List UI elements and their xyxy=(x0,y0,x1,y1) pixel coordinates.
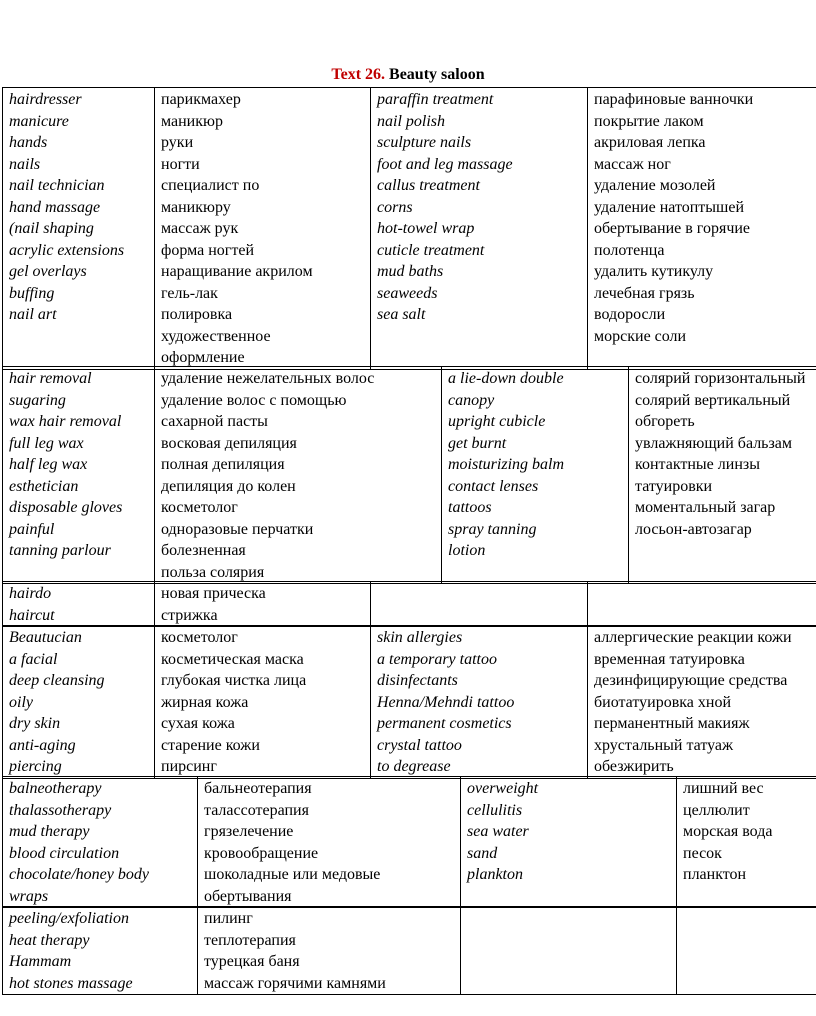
term-line: сахарной пасты xyxy=(161,413,268,430)
english-terms xyxy=(3,907,198,995)
term-line: косметолог xyxy=(161,629,238,646)
term-line: a facial xyxy=(9,650,58,668)
term-line: sand xyxy=(467,844,498,862)
term-line: массаж ног xyxy=(594,155,671,173)
english-terms xyxy=(442,367,629,584)
term-line: upright cubicle xyxy=(448,413,546,430)
term-line: anti-aging xyxy=(9,736,76,754)
term-line: nail art xyxy=(9,306,57,323)
term-line: биотатуировка хной xyxy=(594,693,732,711)
term-line: турецкая баня xyxy=(204,953,300,970)
term-line: массаж горячими камнями xyxy=(204,974,386,992)
russian-terms xyxy=(155,626,371,779)
russian-terms xyxy=(677,907,816,995)
term-line: canopy xyxy=(448,391,495,409)
term-line: перманентный макияж xyxy=(594,715,750,732)
term-line: целлюлит xyxy=(683,801,750,819)
term-line: удаление нежелательных волос xyxy=(161,370,375,387)
term-line: бальнеотерапия xyxy=(204,780,312,797)
term-line: permanent cosmetics xyxy=(377,715,512,732)
term-line: full leg wax xyxy=(9,434,84,452)
term-line: blood circulation xyxy=(9,844,120,862)
term-line: wraps xyxy=(9,887,49,905)
term-line: лишний вес xyxy=(683,780,764,797)
term-line: полотенца xyxy=(594,241,665,259)
term-line: disinfectants xyxy=(377,672,458,689)
term-line: seaweeds xyxy=(377,284,438,302)
term-line: морские соли xyxy=(594,327,687,345)
term-line: mud baths xyxy=(377,263,444,280)
russian-terms xyxy=(588,626,816,779)
term-line: пирсинг xyxy=(161,758,217,775)
term-line: cellulitis xyxy=(467,801,523,819)
russian-terms xyxy=(198,777,461,908)
term-line: художественное xyxy=(161,327,271,345)
term-line: heat therapy xyxy=(9,931,90,949)
term-line: get burnt xyxy=(448,434,507,452)
vocab-block-therapy xyxy=(2,776,816,908)
english-terms xyxy=(371,582,588,627)
term-line: nails xyxy=(9,155,41,173)
term-line: piercing xyxy=(9,758,62,775)
term-line: Henna/Mehndi tattoo xyxy=(377,693,515,711)
term-line: paraffin treatment xyxy=(377,91,494,108)
term-line: sugaring xyxy=(9,391,66,409)
term-line: balneotherapy xyxy=(9,780,102,797)
term-line: cuticle treatment xyxy=(377,241,485,259)
term-line: старение кожи xyxy=(161,736,260,754)
russian-terms xyxy=(155,367,442,584)
term-line: полная депиляция xyxy=(161,456,285,473)
table-row xyxy=(3,88,816,370)
term-line: обезжирить xyxy=(594,758,674,775)
term-line: оформление xyxy=(161,349,245,366)
term-line: польза солярия xyxy=(161,563,265,581)
term-line: a lie-down double xyxy=(448,370,564,387)
term-line: corns xyxy=(377,198,413,216)
term-line: disposable gloves xyxy=(9,499,123,516)
term-line: haircut xyxy=(9,606,55,624)
term-line: наращивание акрилом xyxy=(161,263,313,280)
term-line: callus treatment xyxy=(377,177,480,194)
term-line: gel overlays xyxy=(9,263,87,280)
term-line: дезинфицирующие средства xyxy=(594,672,788,689)
term-line: парафиновые ванночки xyxy=(594,91,754,108)
term-line: специалист по xyxy=(161,177,260,194)
term-line: hand massage xyxy=(9,198,101,216)
term-line: сухая кожа xyxy=(161,715,235,732)
english-terms xyxy=(371,626,588,779)
term-line: hot-towel wrap xyxy=(377,220,475,237)
term-line: oily xyxy=(9,693,33,711)
term-line: теплотерапия xyxy=(204,931,296,949)
term-line: a temporary tattoo xyxy=(377,650,497,668)
russian-terms xyxy=(629,367,816,584)
russian-terms xyxy=(588,582,816,627)
russian-terms xyxy=(155,88,371,370)
term-line: депиляция до колен xyxy=(161,477,296,495)
term-line: полировка xyxy=(161,306,233,323)
term-line: удаление мозолей xyxy=(594,177,716,194)
term-line: косметолог xyxy=(161,499,238,516)
term-line: moisturizing balm xyxy=(448,456,565,473)
english-terms xyxy=(3,367,155,584)
term-line: пилинг xyxy=(204,910,253,927)
term-line: шоколадные или медовые xyxy=(204,866,381,883)
table-row xyxy=(3,367,816,584)
term-line: парикмахер xyxy=(161,91,241,108)
english-terms xyxy=(3,88,155,370)
term-line: chocolate/honey body xyxy=(9,866,149,883)
term-line: аллергические реакции кожи xyxy=(594,629,792,646)
term-line: морская вода xyxy=(683,823,773,840)
english-terms xyxy=(3,582,155,627)
term-line: татуировки xyxy=(635,477,713,495)
term-line: жирная кожа xyxy=(161,693,249,711)
term-line: deep cleansing xyxy=(9,672,105,689)
term-line: косметическая маска xyxy=(161,650,304,668)
term-line: массаж рук xyxy=(161,220,239,237)
term-line: планктон xyxy=(683,866,747,883)
term-line: маникюру xyxy=(161,198,231,216)
term-line: контактные линзы xyxy=(635,456,760,473)
term-line: кровообращение xyxy=(204,844,319,862)
term-line: стрижка xyxy=(161,606,218,624)
russian-terms xyxy=(588,88,816,370)
title-number: Text 26. xyxy=(331,66,386,83)
term-line: солярий горизонтальный xyxy=(635,370,806,387)
term-line: plankton xyxy=(467,866,523,883)
term-line: hot stones massage xyxy=(9,974,133,992)
term-line: spray tanning xyxy=(448,520,537,538)
term-line: хрустальный татуаж xyxy=(594,736,734,754)
term-line: форма ногтей xyxy=(161,241,255,259)
term-line: удаление волос с помощью xyxy=(161,391,347,409)
term-line: водоросли xyxy=(594,306,666,323)
table-row xyxy=(3,907,816,995)
page-title xyxy=(0,66,816,84)
term-line: увлажняющий бальзам xyxy=(635,434,793,452)
term-line: sea water xyxy=(467,823,529,840)
term-line: crystal tattoo xyxy=(377,736,462,754)
table-row xyxy=(3,626,816,779)
term-line: peeling/exfoliation xyxy=(9,910,129,927)
term-line: painful xyxy=(9,520,55,538)
english-terms xyxy=(3,777,198,908)
term-line: contact lenses xyxy=(448,477,539,495)
term-line: to degrease xyxy=(377,758,451,775)
term-line: hair removal xyxy=(9,370,92,387)
term-line: солярий вертикальный xyxy=(635,391,791,409)
term-line: ногти xyxy=(161,155,200,173)
term-line: (nail shaping xyxy=(9,220,94,237)
vocab-block-nails xyxy=(2,87,816,370)
term-line: акриловая лепка xyxy=(594,134,706,151)
term-line: wax hair removal xyxy=(9,413,122,430)
term-line: skin allergies xyxy=(377,629,463,646)
term-line: lotion xyxy=(448,542,486,559)
russian-terms xyxy=(198,907,461,995)
term-line: руки xyxy=(161,134,194,151)
term-line: грязелечение xyxy=(204,823,294,840)
term-line: nail polish xyxy=(377,112,446,130)
russian-terms xyxy=(677,777,816,908)
term-line: esthetician xyxy=(9,477,79,495)
russian-terms xyxy=(155,582,371,627)
english-terms xyxy=(461,907,677,995)
vocab-block-beautician xyxy=(2,625,816,779)
term-line: foot and leg massage xyxy=(377,155,513,173)
term-line: песок xyxy=(683,844,722,862)
term-line: dry skin xyxy=(9,715,61,732)
term-line: hairdresser xyxy=(9,91,82,108)
english-terms xyxy=(3,626,155,779)
term-line: одноразовые перчатки xyxy=(161,520,314,538)
term-line: nail technician xyxy=(9,177,105,194)
table-row xyxy=(3,777,816,908)
term-line: acrylic extensions xyxy=(9,241,125,259)
english-terms xyxy=(461,777,677,908)
vocab-block-spa xyxy=(2,906,816,995)
term-line: маникюр xyxy=(161,112,223,130)
term-line: buffing xyxy=(9,284,55,302)
term-line: обертывания xyxy=(204,887,292,905)
term-line: thalassotherapy xyxy=(9,801,112,819)
table-row xyxy=(3,582,816,627)
vocab-block-hair-removal xyxy=(2,366,816,584)
term-line: hairdo xyxy=(9,585,52,602)
term-line: гель-лак xyxy=(161,284,218,302)
title-name: Beauty saloon xyxy=(389,66,485,83)
term-line: sculpture nails xyxy=(377,134,472,151)
term-line: покрытие лаком xyxy=(594,112,704,130)
term-line: удалить кутикулу xyxy=(594,263,714,280)
term-line: обертывание в горячие xyxy=(594,220,751,237)
term-line: tattoos xyxy=(448,499,492,516)
term-line: manicure xyxy=(9,112,69,130)
term-line: новая прическа xyxy=(161,585,266,602)
term-line: tanning parlour xyxy=(9,542,111,559)
vocab-block-hairdo xyxy=(2,581,816,627)
term-line: восковая депиляция xyxy=(161,434,297,452)
term-line: временная татуировка xyxy=(594,650,745,668)
term-line: лечебная грязь xyxy=(594,284,695,302)
term-line: удаление натоптышей xyxy=(594,198,745,216)
term-line: глубокая чистка лица xyxy=(161,672,307,689)
term-line: обгореть xyxy=(635,413,695,430)
term-line: hands xyxy=(9,134,48,151)
term-line: mud therapy xyxy=(9,823,90,840)
term-line: моментальный загар xyxy=(635,499,776,516)
english-terms xyxy=(371,88,588,370)
term-line: overweight xyxy=(467,780,539,797)
term-line: Beautucian xyxy=(9,629,82,646)
term-line: sea salt xyxy=(377,306,426,323)
term-line: Hammam xyxy=(9,953,72,970)
term-line: лосьон-автозагар xyxy=(635,520,752,538)
term-line: half leg wax xyxy=(9,456,88,473)
term-line: болезненная xyxy=(161,542,246,559)
term-line: талассотерапия xyxy=(204,801,309,819)
